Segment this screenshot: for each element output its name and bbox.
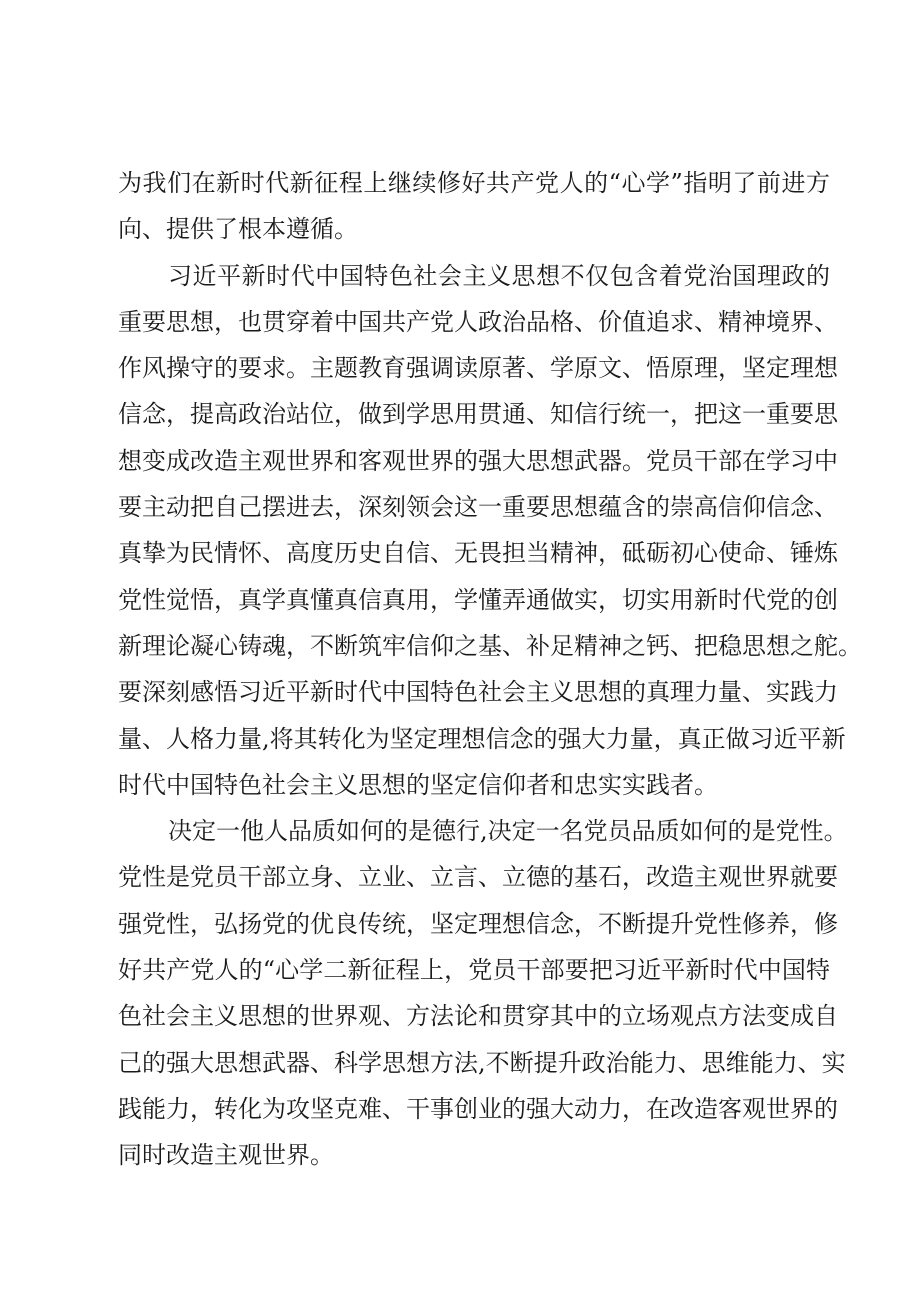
text-line: 决定一他人品质如何的是德行,决定一名党员品质如何的是党性。 bbox=[168, 817, 848, 846]
text-line: 好共产党人的“心学二新征程上，党员干部要把习近平新时代中国特 bbox=[118, 956, 830, 985]
text-line: 色社会主义思想的世界观、方法论和贯穿其中的立场观点方法变成自 bbox=[118, 1002, 838, 1031]
text-line: 重要思想，也贯穿着中国共产党人政治品格、价值追求、精神境界、 bbox=[118, 307, 838, 336]
text-line: 为我们在新时代新征程上继续修好共产党人的“心学”指明了前进方 bbox=[118, 169, 830, 197]
text-line: 党性觉悟，真学真懂真信真用，学懂弄通做实，切实用新时代党的创 bbox=[118, 585, 838, 614]
text-line: 真挚为民情怀、高度历史自信、无畏担当精神，砥砺初心使命、锤炼 bbox=[118, 539, 838, 568]
text-line: 量、人格力量,将其转化为坚定理想信念的强大力量，真正做习近平新 bbox=[118, 724, 846, 753]
text-line: 要主动把自己摆进去，深刻领会这一重要思想蕴含的崇高信仰信念、 bbox=[118, 493, 838, 522]
text-line: 信念，提高政治站位，做到学思用贯通、知信行统一，把这一重要思 bbox=[118, 400, 838, 429]
text-line: 时代中国特色社会主义思想的坚定信仰者和忠实实践者。 bbox=[118, 770, 718, 799]
text-line: 同时改造主观世界。 bbox=[118, 1141, 334, 1170]
text-line: 践能力，转化为攻坚克难、干事创业的强大动力，在改造客观世界的 bbox=[118, 1094, 838, 1123]
text-line: 向、提供了根本遵循。 bbox=[118, 215, 358, 244]
text-line: 习近平新时代中国特色社会主义思想不仅包含着党治国理政的 bbox=[168, 261, 830, 290]
text-line: 想变成改造主观世界和客观世界的强大思想武器。党员干部在学习中 bbox=[118, 446, 838, 475]
text-line: 要深刻感悟习近平新时代中国特色社会主义思想的真理力量、实践力 bbox=[118, 678, 838, 707]
text-line: 己的强大思想武器、科学思想方法,不断提升政治能力、思维能力、实 bbox=[118, 1048, 846, 1077]
text-line: 作风操守的要求。主题教育强调读原著、学原文、悟原理，坚定理想 bbox=[118, 354, 838, 383]
text-line: 党性是党员干部立身、立业、立言、立德的基石，改造主观世界就要 bbox=[118, 863, 838, 892]
text-line: 强党性，弘扬党的优良传统，坚定理想信念，不断提升党性修养，修 bbox=[118, 909, 838, 938]
text-line: 新理论凝心铸魂，不断筑牢信仰之基、补足精神之钙、把稳思想之舵。 bbox=[118, 631, 862, 660]
document-body bbox=[118, 160, 862, 1179]
